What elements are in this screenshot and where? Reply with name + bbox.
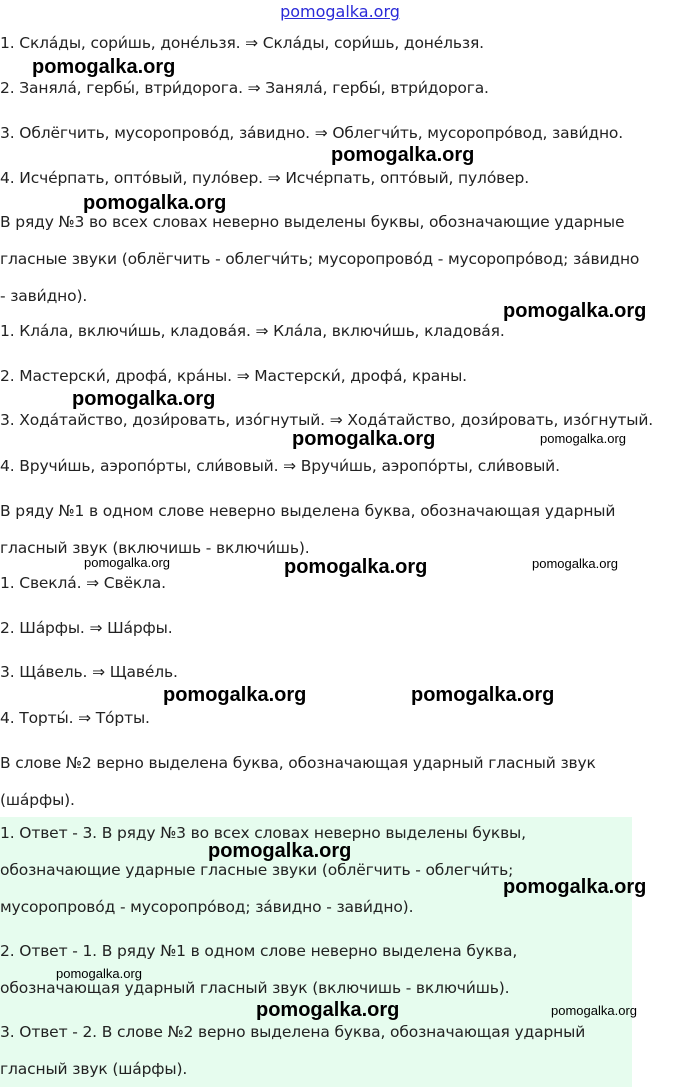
text-line: 1. Скла́ды, сори́шь, доне́льзя. ⇒ Скла́ды, сори́шь, доне́льзя. (0, 34, 484, 52)
answer-line: мусоропрово́д - мусоропро́вод; за́видно - зави́дно). (0, 898, 414, 916)
text-line: гласный звук (включишь - включи́шь). (0, 539, 310, 557)
text-line: В слове №2 верно выделена буква, обозначающая ударный гласный звук (0, 754, 596, 772)
watermark: pomogalka.org (331, 144, 475, 166)
text-line: гласные звуки (облёгчить - облегчи́ть; мусоропрово́д - мусоропро́вод; за́видно (0, 250, 640, 268)
watermark: pomogalka.org (284, 556, 428, 578)
answer-line: гласный звук (ша́рфы). (0, 1060, 188, 1078)
text-line: 4. Вручи́шь, аэропо́рты, сли́вовый. ⇒ Вручи́шь, аэропо́рты, сли́вовый. (0, 457, 560, 475)
text-line: 1. Кла́ла, включи́шь, кладова́я. ⇒ Кла́ла, включи́шь, кладова́я. (0, 322, 505, 340)
watermark: pomogalka.org (551, 1003, 637, 1018)
watermark: pomogalka.org (83, 192, 227, 214)
text-line: 4. Торты́. ⇒ То́рты. (0, 709, 150, 727)
text-line: 4. Исче́рпать, опто́вый, пуло́вер. ⇒ Исче́рпать, опто́вый, пуло́вер. (0, 169, 529, 187)
text-line: 3. Хода́тайство, дози́ровать, изо́гнутый. ⇒ Хода́тайство, дози́ровать, изо́гнутый. (0, 411, 654, 429)
watermark: pomogalka.org (208, 840, 352, 862)
watermark: pomogalka.org (163, 684, 307, 706)
watermark: pomogalka.org (256, 999, 400, 1021)
watermark: pomogalka.org (532, 556, 618, 571)
text-line: В ряду №3 во всех словах неверно выделены буквы, обозначающие ударные (0, 213, 625, 231)
text-line: 3. Ща́вель. ⇒ Щаве́ль. (0, 663, 178, 681)
watermark: pomogalka.org (503, 876, 647, 898)
watermark: pomogalka.org (56, 966, 142, 981)
watermark: pomogalka.org (411, 684, 555, 706)
watermark: pomogalka.org (32, 56, 176, 78)
text-line: (ша́рфы). (0, 791, 75, 809)
answer-line: 1. Ответ - 3. В ряду №3 во всех словах неверно выделены буквы, (0, 824, 526, 842)
answer-line: 3. Ответ - 2. В слове №2 верно выделена буква, обозначающая ударный (0, 1023, 586, 1041)
text-line: 2. Заняла́, гербы́, втри́дорога. ⇒ Заняла́, гербы́, втри́дорога. (0, 79, 489, 97)
site-link[interactable]: pomogalka.org (280, 2, 400, 21)
text-line: 1. Свекла́. ⇒ Свёкла. (0, 574, 166, 592)
text-line: 2. Ша́рфы. ⇒ Ша́рфы. (0, 619, 173, 637)
watermark: pomogalka.org (84, 555, 170, 570)
watermark: pomogalka.org (503, 300, 647, 322)
watermark: pomogalka.org (292, 428, 436, 450)
answer-line: обозначающие ударные гласные звуки (облёгчить - облегчи́ть; (0, 861, 514, 879)
answer-line: 2. Ответ - 1. В ряду №1 в одном слове неверно выделена буква, (0, 942, 518, 960)
answer-line: обозначающая ударный гласный звук (включишь - включи́шь). (0, 979, 510, 997)
watermark: pomogalka.org (72, 388, 216, 410)
watermark: pomogalka.org (540, 431, 626, 446)
text-line: 3. Облёгчить, мусоропрово́д, за́видно. ⇒ Облегчи́ть, мусоропро́вод, зави́дно. (0, 124, 624, 142)
text-line: 2. Мастерски́, дрофа́, кра́ны. ⇒ Мастерски́, дрофа́, краны. (0, 367, 467, 385)
text-line: - зави́дно). (0, 287, 88, 305)
text-line: В ряду №1 в одном слове неверно выделена буква, обозначающая ударный (0, 502, 616, 520)
